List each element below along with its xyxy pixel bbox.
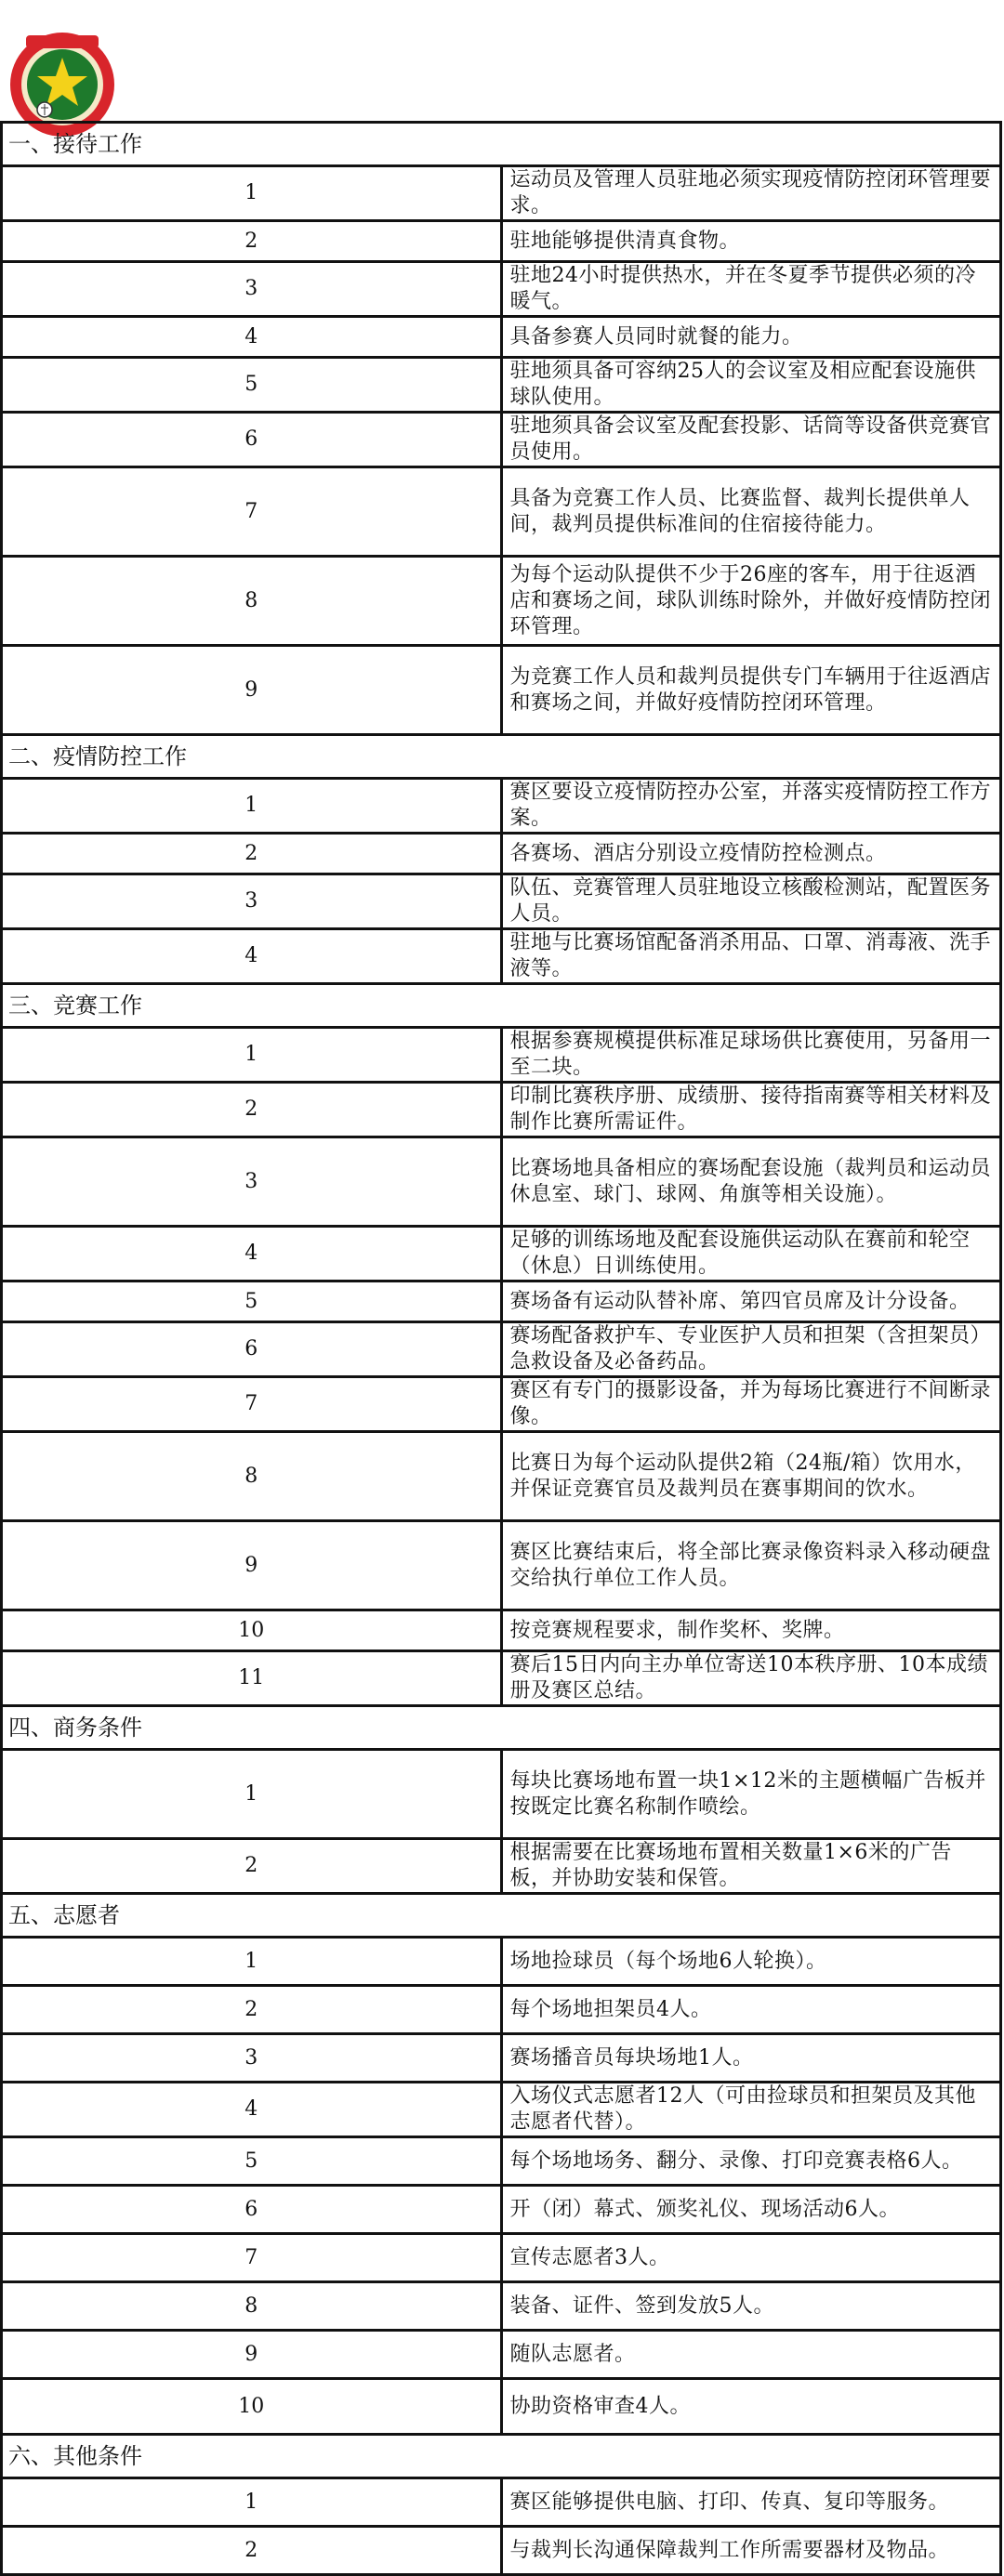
section-title: 五、志愿者 xyxy=(2,1894,1001,1938)
item-number: 6 xyxy=(2,413,502,467)
table-row xyxy=(2,1839,1001,1894)
item-number: 4 xyxy=(2,1227,502,1281)
item-number: 5 xyxy=(2,358,502,413)
table-row xyxy=(2,1377,1001,1432)
item-text: 按竞赛规程要求，制作奖杯、奖牌。 xyxy=(501,1610,1001,1651)
table-row xyxy=(2,1521,1001,1610)
item-number: 1 xyxy=(2,2478,502,2527)
item-text: 赛场备有运动队替补席、第四官员席及计分设备。 xyxy=(501,1281,1001,1322)
item-number: 4 xyxy=(2,2083,502,2137)
requirements-table xyxy=(0,121,1002,2576)
table-row xyxy=(2,2186,1001,2234)
item-text: 赛区比赛结束后，将全部比赛录像资料录入移动硬盘交给执行单位工作人员。 xyxy=(501,1521,1001,1610)
item-number: 1 xyxy=(2,779,502,834)
table-row xyxy=(2,1322,1001,1377)
item-text: 赛场播音员每块场地1人。 xyxy=(501,2034,1001,2083)
item-number: 2 xyxy=(2,221,502,262)
item-number: 10 xyxy=(2,1610,502,1651)
item-text: 每个场地场务、翻分、录像、打印竞赛表格6人。 xyxy=(501,2137,1001,2186)
table-row xyxy=(2,1281,1001,1322)
item-text: 根据需要在比赛场地布置相关数量1×6米的广告板，并协助安装和保管。 xyxy=(501,1839,1001,1894)
item-number: 7 xyxy=(2,467,502,557)
section-header-row xyxy=(2,2435,1001,2478)
table-row xyxy=(2,2478,1001,2527)
item-text: 驻地须具备可容纳25人的会议室及相应配套设施供球队使用。 xyxy=(501,358,1001,413)
item-number: 6 xyxy=(2,2186,502,2234)
table-row xyxy=(2,2331,1001,2379)
table-row xyxy=(2,262,1001,317)
item-number: 9 xyxy=(2,1521,502,1610)
item-text: 为竞赛工作人员和裁判员提供专门车辆用于往返酒店和赛场之间，并做好疫情防控闭环管理。 xyxy=(501,646,1001,735)
item-text: 装备、证件、签到发放5人。 xyxy=(501,2282,1001,2331)
item-text: 赛区能够提供电脑、打印、传真、复印等服务。 xyxy=(501,2478,1001,2527)
section-header-row xyxy=(2,123,1001,166)
table-row xyxy=(2,358,1001,413)
item-number: 11 xyxy=(2,1651,502,1706)
table-row xyxy=(2,646,1001,735)
item-number: 3 xyxy=(2,262,502,317)
section-title: 二、疫情防控工作 xyxy=(2,735,1001,779)
item-text: 每块比赛场地布置一块1×12米的主题横幅广告板并按既定比赛名称制作喷绘。 xyxy=(501,1750,1001,1839)
item-number: 8 xyxy=(2,557,502,646)
item-text: 根据参赛规模提供标准足球场供比赛使用，另备用一至二块。 xyxy=(501,1028,1001,1083)
section-header-row xyxy=(2,735,1001,779)
section-title: 六、其他条件 xyxy=(2,2435,1001,2478)
table-row xyxy=(2,1938,1001,1986)
table-row xyxy=(2,2527,1001,2575)
item-number: 2 xyxy=(2,1083,502,1137)
item-text: 比赛日为每个运动队提供2箱（24瓶/箱）饮用水，并保证竞赛官员及裁判员在赛事期间的饮水。 xyxy=(501,1432,1001,1521)
table-row xyxy=(2,2137,1001,2186)
table-row xyxy=(2,1028,1001,1083)
section-header-row xyxy=(2,984,1001,1028)
item-text: 随队志愿者。 xyxy=(501,2331,1001,2379)
table-row xyxy=(2,779,1001,834)
section-title: 四、商务条件 xyxy=(2,1706,1001,1750)
item-number: 1 xyxy=(2,1750,502,1839)
item-text: 协助资格审查4人。 xyxy=(501,2379,1001,2435)
item-text: 驻地24小时提供热水，并在冬夏季节提供必须的冷暖气。 xyxy=(501,262,1001,317)
table-row xyxy=(2,1651,1001,1706)
item-number: 6 xyxy=(2,1322,502,1377)
item-number: 2 xyxy=(2,834,502,874)
item-text: 赛场配备救护车、专业医护人员和担架（含担架员）急救设备及必备药品。 xyxy=(501,1322,1001,1377)
table-row xyxy=(2,2379,1001,2435)
item-text: 驻地与比赛场馆配备消杀用品、口罩、消毒液、洗手液等。 xyxy=(501,929,1001,984)
table-row xyxy=(2,834,1001,874)
requirements-document xyxy=(0,121,1002,2576)
item-text: 与裁判长沟通保障裁判工作所需要器材及物品。 xyxy=(501,2527,1001,2575)
item-number: 2 xyxy=(2,1839,502,1894)
item-text: 驻地能够提供清真食物。 xyxy=(501,221,1001,262)
item-text: 具备为竞赛工作人员、比赛监督、裁判长提供单人间，裁判员提供标准间的住宿接待能力。 xyxy=(501,467,1001,557)
item-number: 5 xyxy=(2,2137,502,2186)
item-text: 开（闭）幕式、颁奖礼仪、现场活动6人。 xyxy=(501,2186,1001,2234)
item-text: 场地捡球员（每个场地6人轮换）。 xyxy=(501,1938,1001,1986)
item-number: 9 xyxy=(2,646,502,735)
table-row xyxy=(2,1227,1001,1281)
table-row xyxy=(2,2034,1001,2083)
table-row xyxy=(2,2234,1001,2282)
item-text: 驻地须具备会议室及配套投影、话筒等设备供竞赛官员使用。 xyxy=(501,413,1001,467)
table-row xyxy=(2,166,1001,221)
table-row xyxy=(2,1432,1001,1521)
item-text: 为每个运动队提供不少于26座的客车，用于往返酒店和赛场之间，球队训练时除外，并做好疫情防控闭环管理。 xyxy=(501,557,1001,646)
table-row xyxy=(2,1750,1001,1839)
item-number: 3 xyxy=(2,1137,502,1227)
item-text: 运动员及管理人员驻地必须实现疫情防控闭环管理要求。 xyxy=(501,166,1001,221)
table-row xyxy=(2,1137,1001,1227)
item-number: 7 xyxy=(2,2234,502,2282)
item-number: 10 xyxy=(2,2379,502,2435)
item-number: 7 xyxy=(2,1377,502,1432)
item-text: 具备参赛人员同时就餐的能力。 xyxy=(501,317,1001,358)
item-text: 赛区要设立疫情防控办公室，并落实疫情防控工作方案。 xyxy=(501,779,1001,834)
item-text: 队伍、竞赛管理人员驻地设立核酸检测站，配置医务人员。 xyxy=(501,874,1001,929)
section-title: 一、接待工作 xyxy=(2,123,1001,166)
item-number: 9 xyxy=(2,2331,502,2379)
item-number: 1 xyxy=(2,1938,502,1986)
table-row xyxy=(2,1083,1001,1137)
table-row xyxy=(2,1986,1001,2034)
table-row xyxy=(2,874,1001,929)
item-text: 每个场地担架员4人。 xyxy=(501,1986,1001,2034)
table-row xyxy=(2,221,1001,262)
section-header-row xyxy=(2,1706,1001,1750)
item-number: 4 xyxy=(2,929,502,984)
item-text: 各赛场、酒店分别设立疫情防控检测点。 xyxy=(501,834,1001,874)
item-number: 5 xyxy=(2,1281,502,1322)
item-text: 赛后15日内向主办单位寄送10本秩序册、10本成绩册及赛区总结。 xyxy=(501,1651,1001,1706)
item-number: 8 xyxy=(2,2282,502,2331)
item-number: 8 xyxy=(2,1432,502,1521)
item-number: 3 xyxy=(2,2034,502,2083)
item-text: 比赛场地具备相应的赛场配套设施（裁判员和运动员休息室、球门、球网、角旗等相关设施）。 xyxy=(501,1137,1001,1227)
item-text: 赛区有专门的摄影设备，并为每场比赛进行不间断录像。 xyxy=(501,1377,1001,1432)
item-text: 入场仪式志愿者12人（可由捡球员和担架员及其他志愿者代替）。 xyxy=(501,2083,1001,2137)
table-row xyxy=(2,2282,1001,2331)
table-row xyxy=(2,413,1001,467)
section-title: 三、竞赛工作 xyxy=(2,984,1001,1028)
section-header-row xyxy=(2,1894,1001,1938)
table-row xyxy=(2,2083,1001,2137)
table-row xyxy=(2,929,1001,984)
table-row xyxy=(2,317,1001,358)
table-row xyxy=(2,557,1001,646)
table-row xyxy=(2,1610,1001,1651)
item-number: 4 xyxy=(2,317,502,358)
item-text: 足够的训练场地及配套设施供运动队在赛前和轮空（休息）日训练使用。 xyxy=(501,1227,1001,1281)
item-number: 1 xyxy=(2,1028,502,1083)
item-number: 2 xyxy=(2,1986,502,2034)
item-text: 宣传志愿者3人。 xyxy=(501,2234,1001,2282)
item-number: 1 xyxy=(2,166,502,221)
item-text: 印制比赛秩序册、成绩册、接待指南赛等相关材料及制作比赛所需证件。 xyxy=(501,1083,1001,1137)
item-number: 3 xyxy=(2,874,502,929)
table-row xyxy=(2,467,1001,557)
item-number: 2 xyxy=(2,2527,502,2575)
